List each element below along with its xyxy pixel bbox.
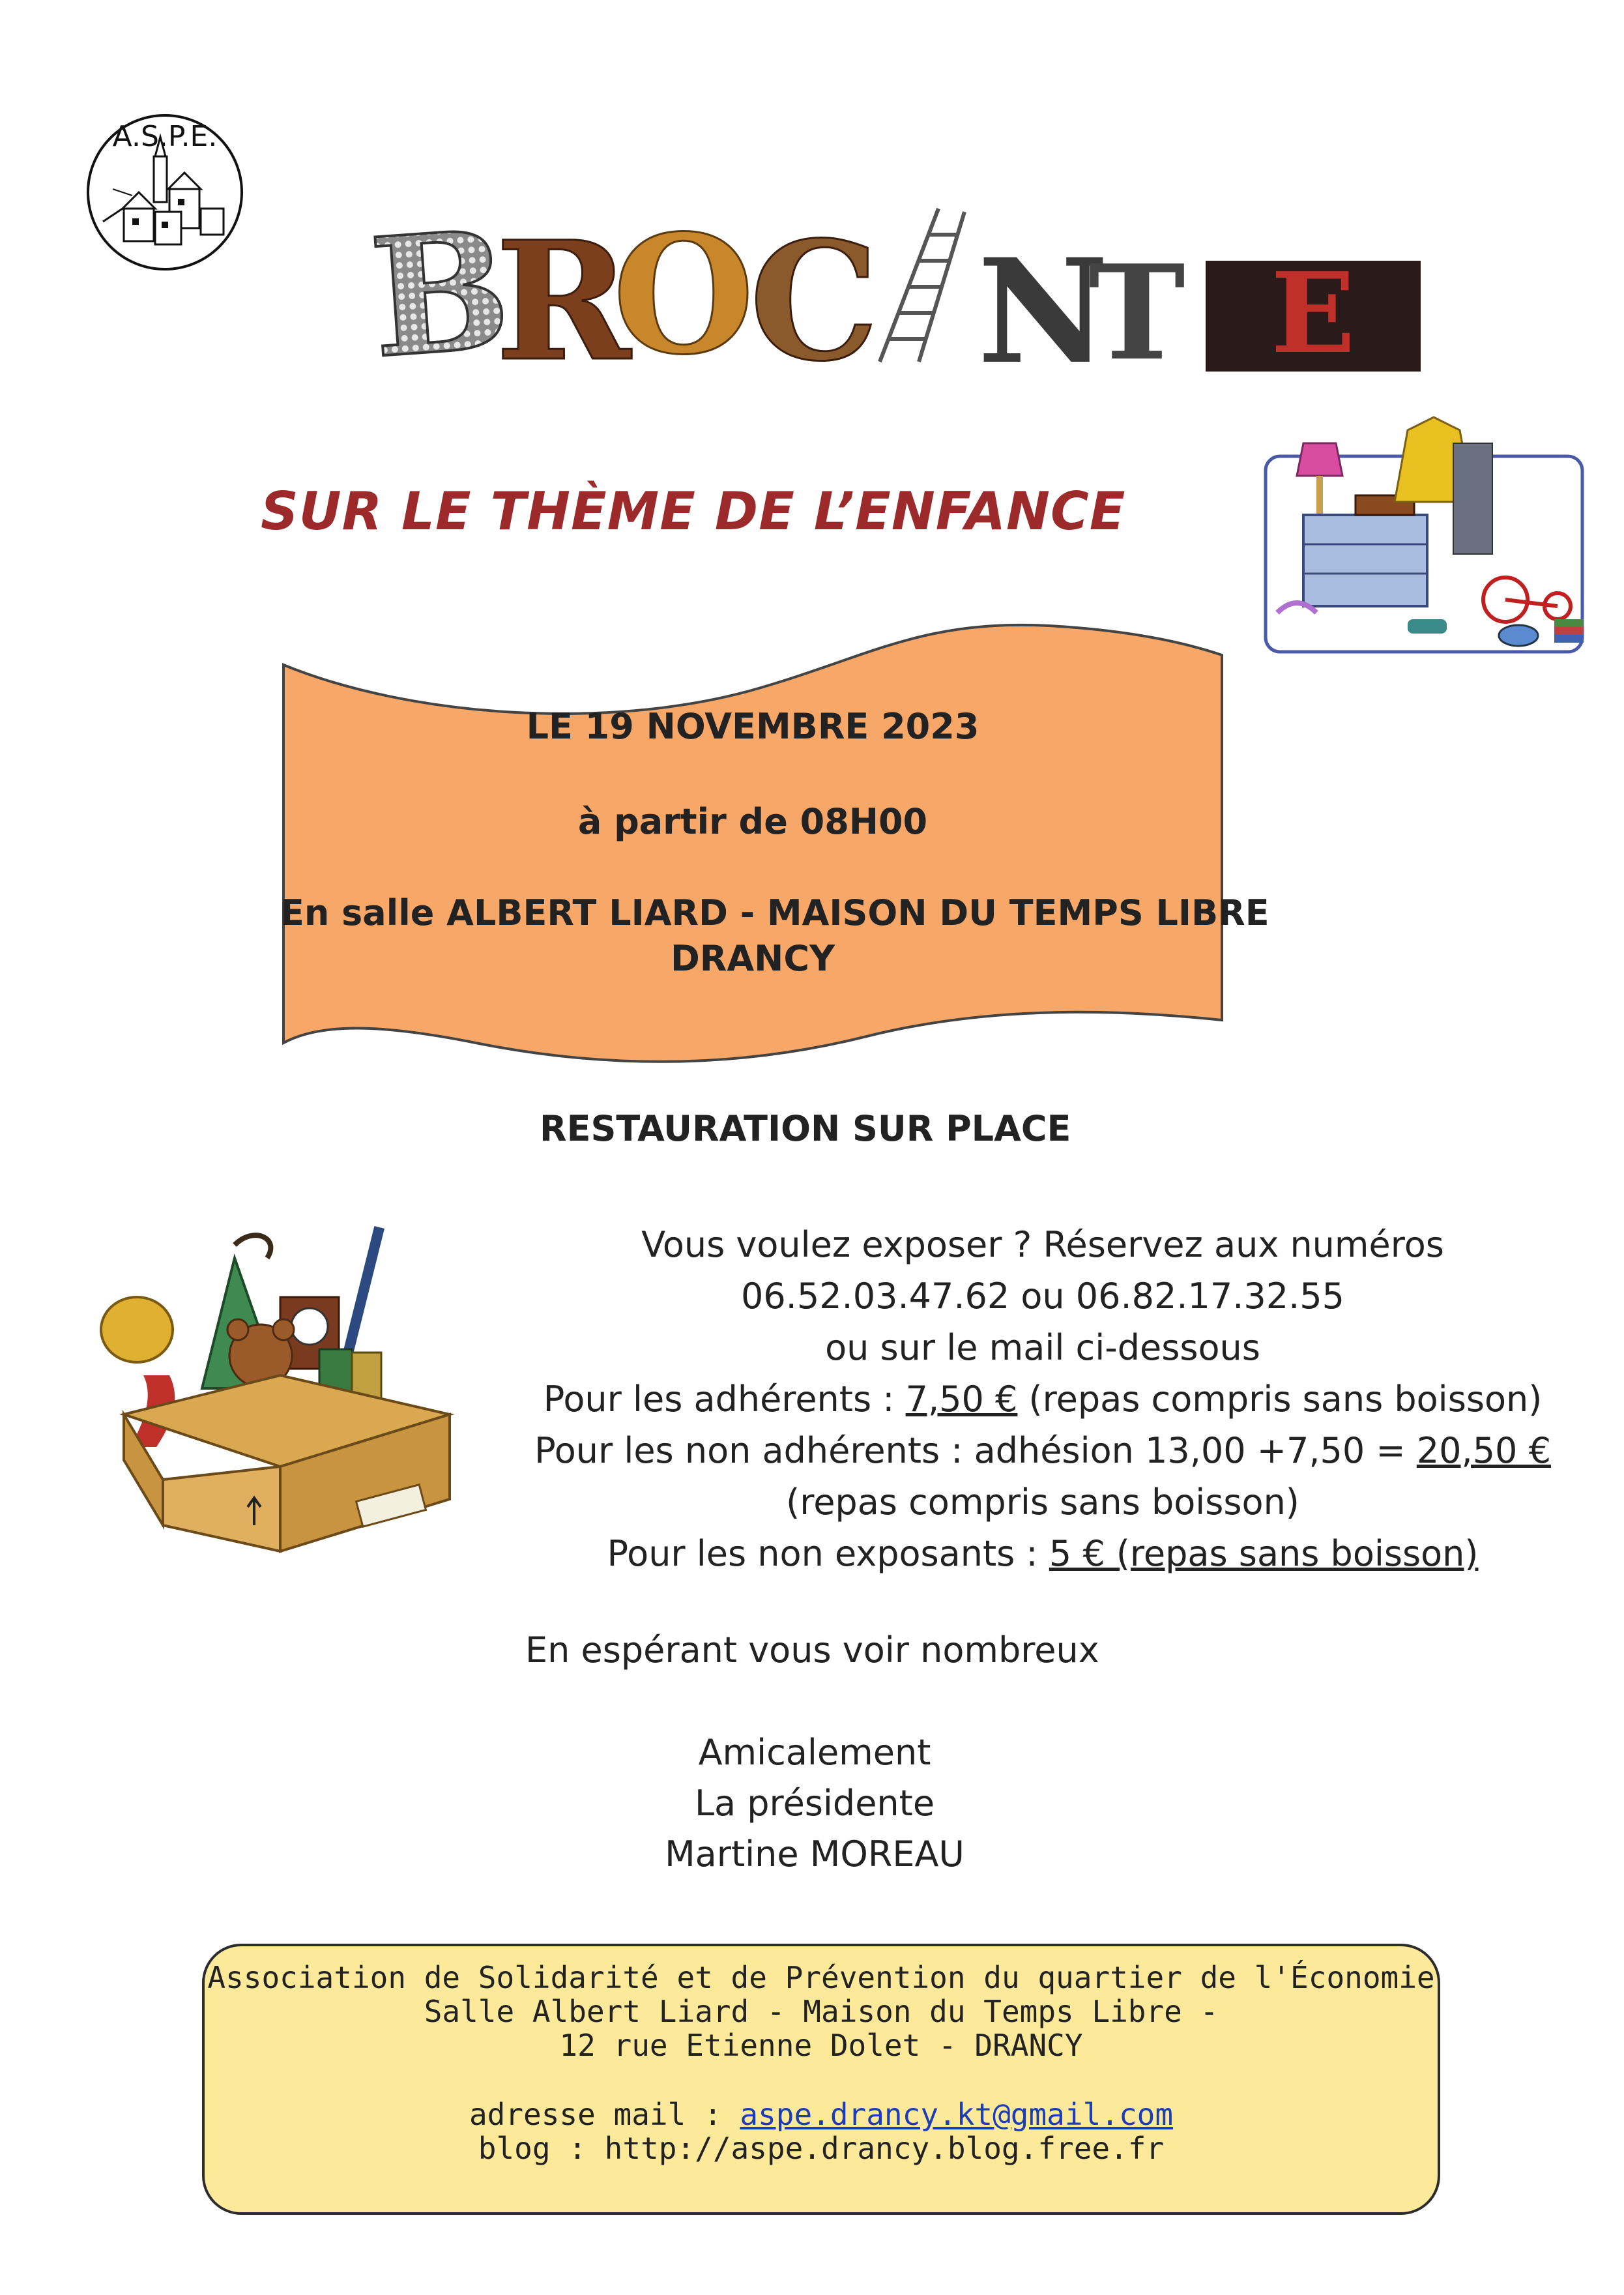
footer-mail-line (202, 2098, 1440, 2131)
vintage-objects-illustration (1258, 404, 1590, 658)
price-adherents-value: 7,50 € (905, 1379, 1018, 1420)
svg-text:B: B (365, 196, 516, 391)
footer-text (202, 1961, 1440, 2165)
signature-name: Martine MOREAU (665, 1834, 964, 1875)
price-non-exposants-value: 5 € (repas sans boisson) (1049, 1533, 1479, 1574)
info-line-reserve: Vous voulez exposer ? Réservez aux numéros (641, 1224, 1444, 1265)
signature-role: La présidente (694, 1783, 935, 1824)
svg-text:R: R (495, 205, 631, 391)
footer-address: 12 rue Etienne Dolet - DRANCY (559, 2028, 1083, 2063)
svg-text:T: T (1088, 237, 1185, 390)
price-non-exposants-label: Pour les non exposants : (607, 1533, 1049, 1574)
price-adherents-note: (repas compris sans boisson) (1017, 1379, 1543, 1420)
event-venue: En salle ALBERT LIARD - MAISON DU TEMPS LIBRE (280, 892, 1269, 933)
event-time: à partir de 08H00 (577, 801, 928, 842)
event-city: DRANCY (670, 938, 835, 979)
banner-text (280, 704, 1269, 982)
info-line-mail: ou sur le mail ci-dessous (825, 1327, 1260, 1368)
svg-text:C: C (749, 205, 879, 391)
exhibitor-info (495, 1219, 1590, 1579)
box-of-toys-illustration (85, 1219, 469, 1558)
logo-text: A.S.P.E. (112, 120, 218, 153)
price-non-adherents-note: (repas compris sans boisson) (786, 1482, 1299, 1523)
footer-mail-label: adresse mail : (469, 2097, 740, 2132)
price-adherents (495, 1373, 1590, 1425)
price-adherents-label: Pour les adhérents : (543, 1379, 906, 1420)
signature-block (495, 1727, 1134, 1880)
svg-text:N: N (978, 227, 1109, 391)
event-date: LE 19 NOVEMBRE 2023 (526, 706, 979, 747)
price-non-exposants (495, 1528, 1590, 1579)
price-non-adherents-label: Pour les non adhérents : adhésion 13,00 +7,50 = (534, 1430, 1417, 1471)
svg-text:O: O (613, 199, 755, 390)
aspe-logo (77, 111, 253, 274)
info-phones: 06.52.03.47.62 ou 06.82.17.32.55 (740, 1276, 1345, 1317)
subtitle: SUR LE THÈME DE L’ENFANCE (261, 481, 1126, 542)
restauration-label: RESTAURATION SUR PLACE (540, 1108, 1071, 1149)
closing-line: En espérant vous voir nombreux (525, 1630, 1099, 1671)
footer-venue: Salle Albert Liard - Maison du Temps Libre - (424, 1994, 1219, 2029)
brocante-title (365, 196, 1434, 391)
footer-mail-link[interactable]: aspe.drancy.kt@gmail.com (740, 2097, 1174, 2132)
price-non-adherents (495, 1425, 1590, 1476)
signature-greeting: Amicalement (698, 1732, 931, 1773)
footer-blog: blog : http://aspe.drancy.blog.free.fr (478, 2131, 1165, 2166)
svg-text:E: E (1271, 248, 1356, 379)
footer-association: Association de Solidarité et de Prévention du quartier de l'Économie (207, 1960, 1435, 1995)
price-non-adherents-value: 20,50 € (1416, 1430, 1551, 1471)
